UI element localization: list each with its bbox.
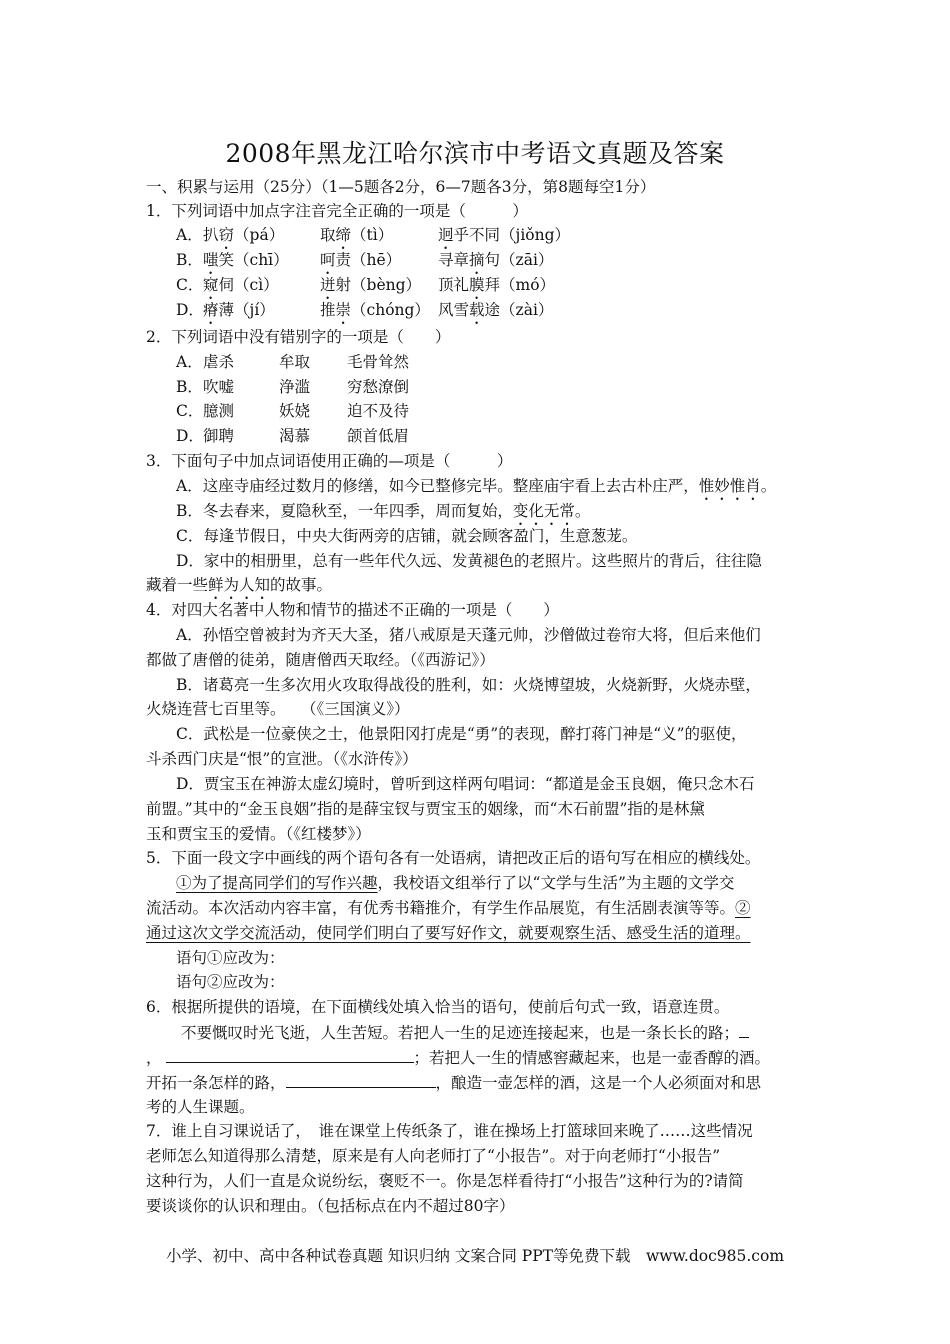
q5-passage-line1: ①为了提高同学们的写作兴趣，我校语文组举行了以“文学与生活”为主题的文学交	[176, 874, 735, 892]
q6-blank-2[interactable]	[286, 1072, 436, 1088]
q3-option-c: C．每逢节假日，中央大街两旁的店铺，就会顾客盈门，生意葱茏。	[176, 527, 638, 545]
q5-answer-1: 语句①应改为：	[176, 949, 285, 967]
q6-blank-1[interactable]	[166, 1047, 414, 1063]
q4-option-d-cont: 前盟。”其中的“金玉良姻”指的是薛宝钗与贾宝玉的姻缘，而“木石前盟”指的是林黛	[146, 800, 705, 818]
q7-line1: 7．谁上自习课说话了， 谁在课堂上传纸条了，谁在操场上打篮球回来晚了……这些情况	[146, 1122, 753, 1140]
q4-stem: 4．对四大名著中人物和情节的描述不正确的一项是（ ）	[146, 601, 559, 619]
q5-passage-line3: 通过这次文学交流活动，使同学们明白了要写好作文，就要观察生活、感受生活的道理。	[146, 924, 751, 942]
page-footer: 小学、初中、高中各种试卷真题 知识归纳 文案合同 PPT等免费下载 www.doc985.com	[165, 1247, 785, 1265]
q4-option-b-cont: 火烧连营七百里等。 （《三国演义》）	[146, 700, 410, 718]
q6-context-line1: 不要慨叹时光飞逝，人生苦短。若把人一生的足迹连接起来，也是一条长长的路；	[181, 1022, 749, 1043]
q2-stem: 2．下列词语中没有错别字的一项是（ ）	[146, 328, 451, 346]
q6-context-line3: 开拓一条怎样的路， ，酿造一壶怎样的酒，这是一个人必须面对和思	[146, 1074, 762, 1092]
q5-stem: 5．下面一段文字中画线的两个语句各有一处语病，请把改正后的语句写在相应的横线处。	[146, 849, 761, 867]
q1-option-c: C．窥伺（cì） 迸射（bèng） 顶礼膜拜（mó）	[176, 276, 556, 294]
q2-option-d: D．御聘 渴慕 颌首低眉	[176, 427, 410, 445]
q1-option-d: D．瘠薄（jí） 推崇（chóng） 风雪载途（zài）	[176, 301, 554, 319]
section-heading: 一、积累与运用（25分）（1—5题各2分，6—7题各3分，第8题每空1分）	[146, 178, 656, 196]
q6-stem: 6．根据所提供的语境，在下面横线处填入恰当的语句，使前后句式一致，语意连贯。	[146, 998, 730, 1016]
q4-option-d: D．贾宝玉在神游太虚幻境时，曾听到这样两句唱词：“都道是金玉良姻，俺只念木石	[176, 775, 755, 793]
q6-blank-start[interactable]	[739, 1022, 749, 1038]
q4-option-b: B．诸葛亮一生多次用火攻取得战役的胜利，如：火烧博望坡，火烧新野，火烧赤壁，	[176, 676, 761, 694]
q7-line3: 这种行为，人们一直是众说纷纭，褒贬不一。你是怎样看待打“小报告”这种行为的?请简	[146, 1172, 744, 1190]
q1-option-b: B．嗤笑（chī） 呵责（hē） 寻章摘句（zāi）	[176, 251, 554, 269]
q1-option-a: A．扒窃（pá） 取缔（tì） 迥乎不同（jiǒng）	[176, 226, 571, 244]
q2-option-a: A．虐杀 牟取 毛骨耸然	[176, 353, 410, 371]
q6-context-line2: ， ；若把人一生的情感窖藏起来，也是一壶香醇的酒。	[146, 1049, 771, 1067]
q1-stem: 1．下列词语中加点字注音完全正确的一项是（ ）	[146, 202, 528, 220]
q7-line2: 老师怎么知道得那么清楚，原来是有人向老师打了“小报告”。对于向老师打“小报告”	[146, 1147, 721, 1165]
page-title: 2008年黑龙江哈尔滨市中考语文真题及答案	[225, 139, 725, 168]
q4-option-a-cont: 都做了唐僧的徒弟，随唐僧西天取经。（《西游记》）	[146, 651, 495, 669]
q2-option-b: B．吹嘘 浄滥 穷愁潦倒	[176, 378, 410, 396]
q6-context-line4: 考的人生课题。	[146, 1098, 255, 1116]
q3-option-b: B．冬去春来，夏隐秋至，一年四季，周而复始，变化无常。	[176, 502, 591, 520]
q4-option-c: C．武松是一位豪侠之士，他景阳冈打虎是“勇”的表现，醉打蒋门神是“义”的驱使，	[176, 725, 747, 743]
q4-option-d-cont2: 玉和贾宝玉的爱情。（《红楼梦》）	[146, 825, 371, 843]
q4-option-a: A．孙悟空曾被封为齐天大圣，猪八戒原是天蓬元帅，沙僧做过卷帘大将，但后来他们	[176, 626, 761, 644]
q3-stem: 3．下面句子中加点词语使用正确的—项是（ ）	[146, 452, 513, 470]
q5-passage-line2: 流活动。本次活动内容丰富，有优秀书籍推介，有学生作品展览，有生活剧表演等等。②	[146, 899, 751, 917]
q2-option-c: C．臆测 妖娆 迫不及待	[176, 402, 410, 420]
q3-option-a: A．这座寺庙经过数月的修缮，如今已整修完毕。整座庙宇看上去古朴庄严，惟妙惟肖。	[176, 477, 777, 495]
q7-line4: 要谈谈你的认识和理由。（包括标点在内不超过80字）	[146, 1197, 515, 1215]
q5-answer-2: 语句②应改为：	[176, 973, 285, 991]
q3-option-d: D．家中的相册里，总有一些年代久远、发黄褪色的老照片。这些照片的背后，往往隐	[176, 552, 762, 570]
q3-option-d-cont: 藏着一些鲜为人知的故事。	[146, 576, 333, 594]
q4-option-c-cont: 斗杀西门庆是“恨”的宣泄。（《水浒传》）	[146, 750, 418, 768]
